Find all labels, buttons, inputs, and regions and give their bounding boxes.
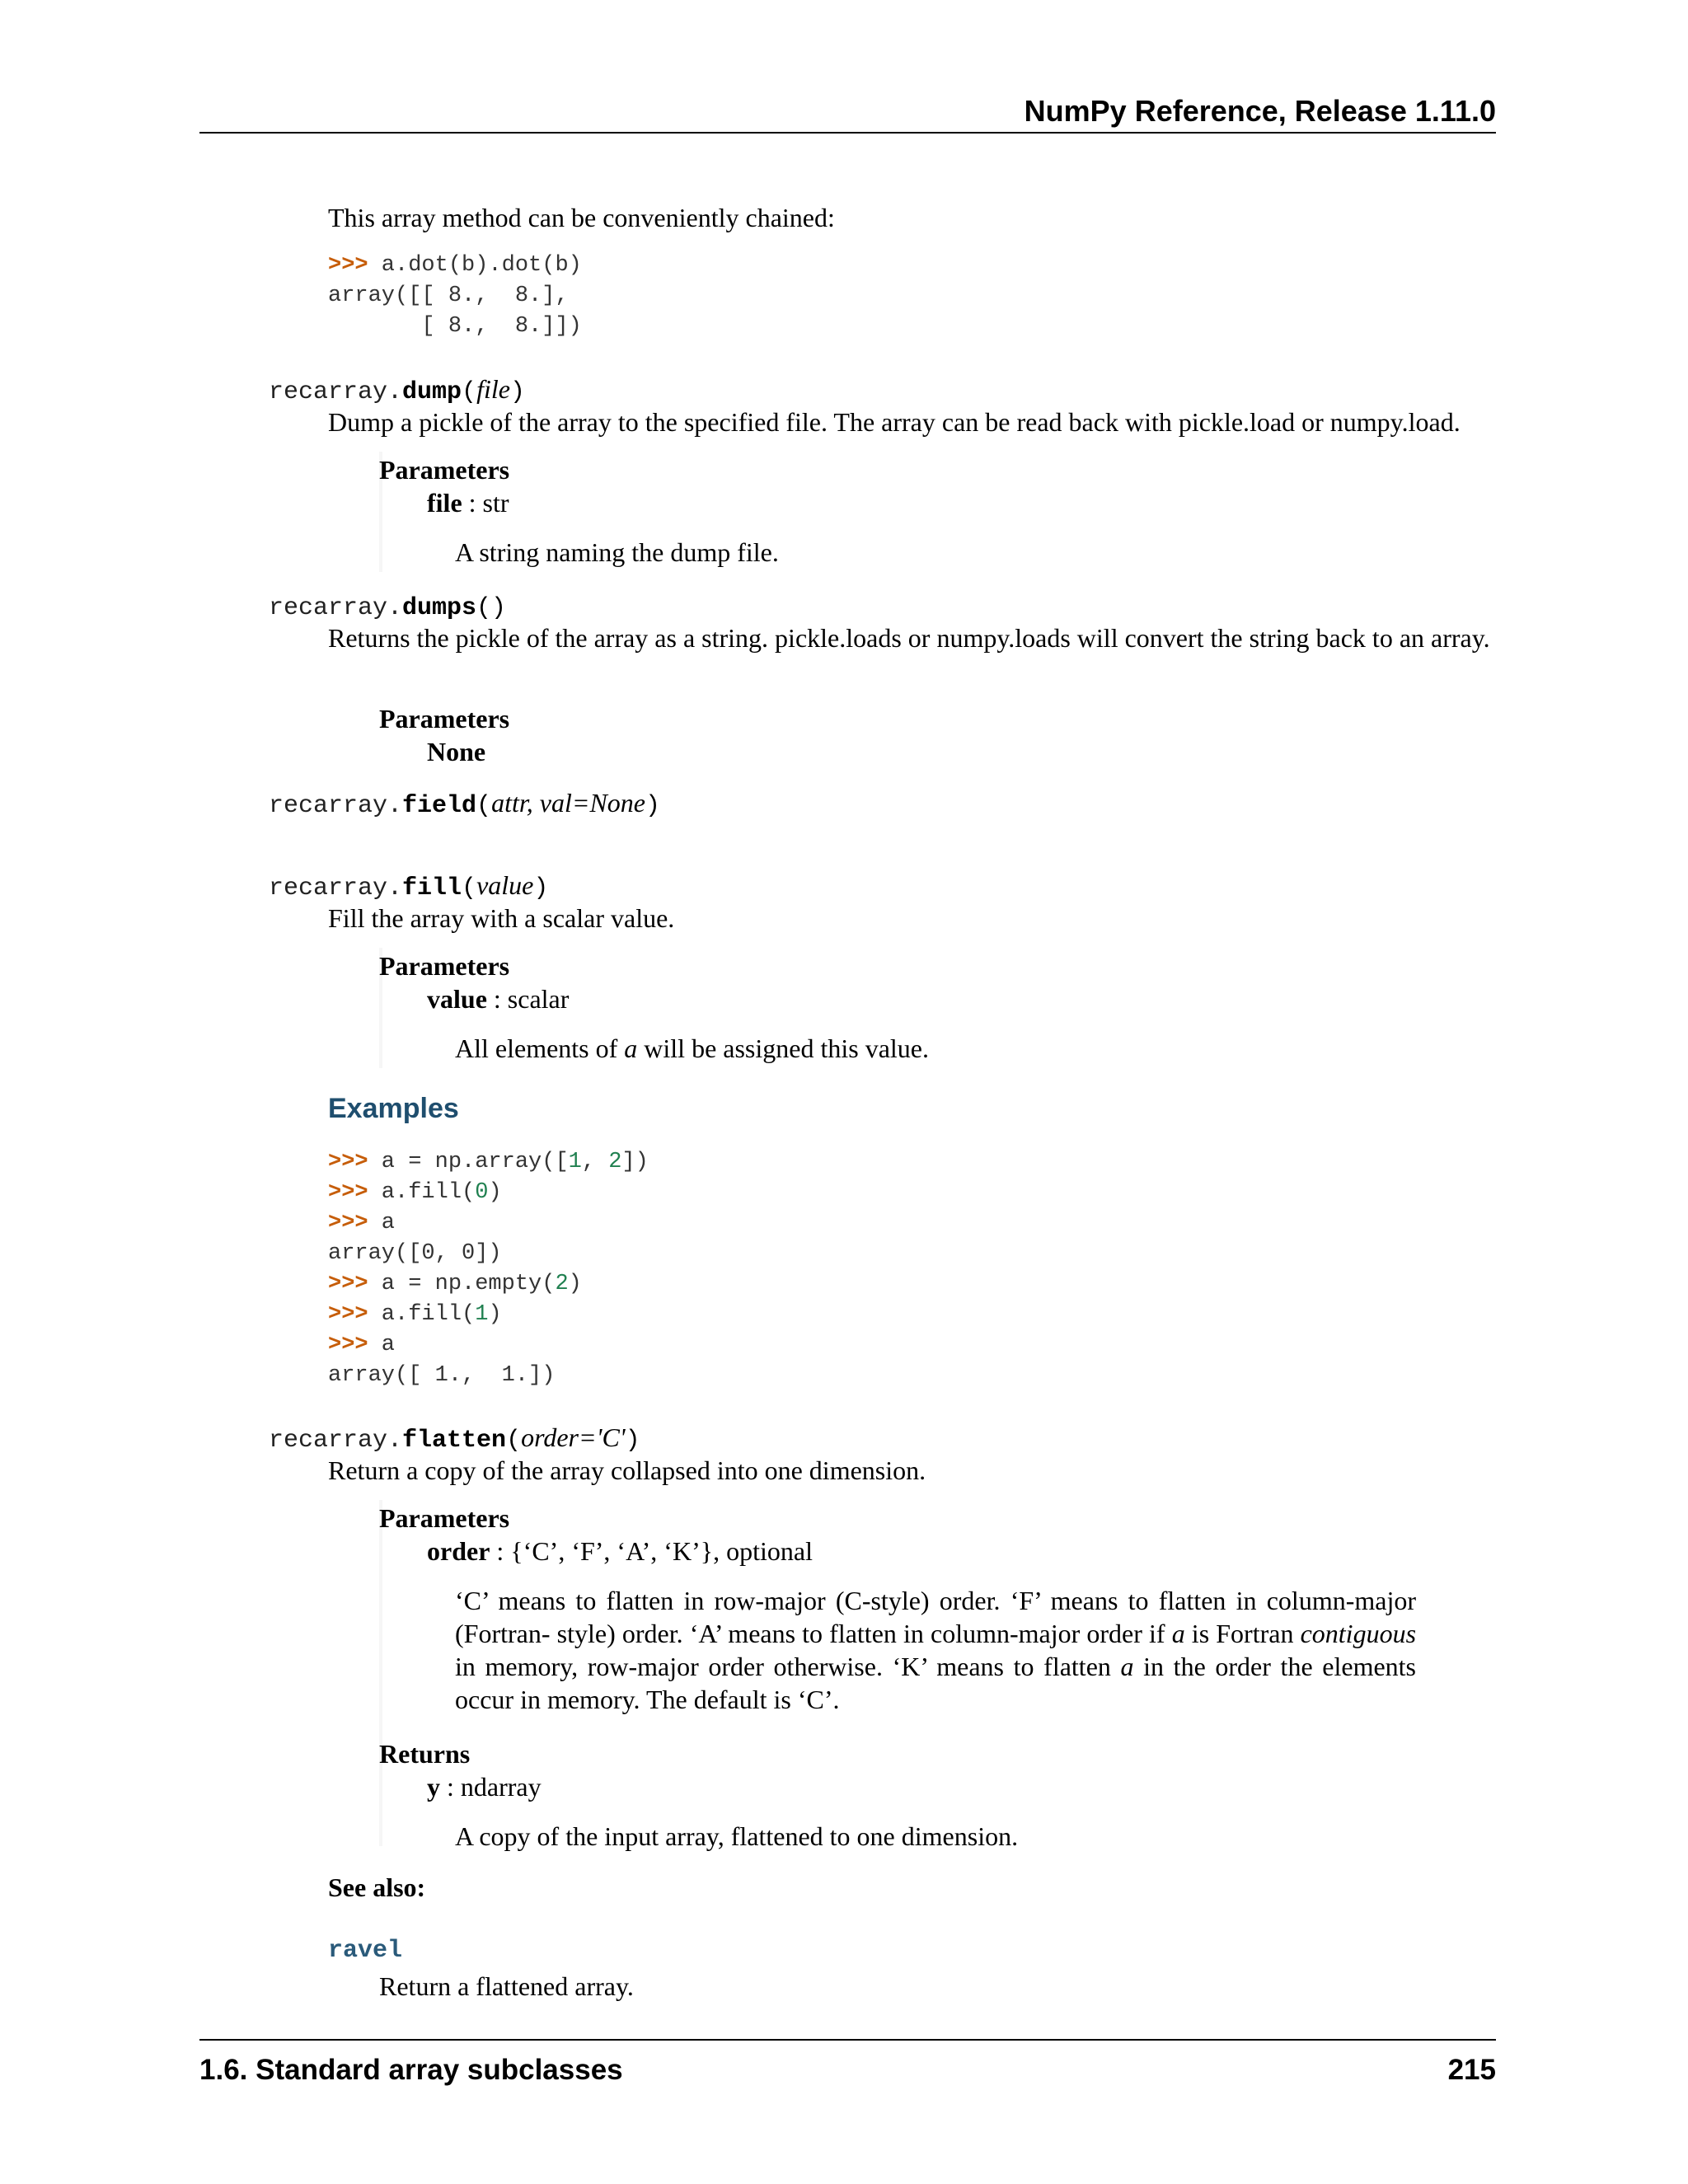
dump-param-desc: A string naming the dump file. [455,537,779,567]
dot-intro: This array method can be conveniently chained: [328,203,835,232]
dumps-signature: recarray.dumps() [269,594,507,622]
flatten-field-bar [379,1500,382,1846]
flatten-param: order : {‘C’, ‘F’, ‘A’, ‘K’}, optional [427,1536,813,1566]
examples-heading: Examples [328,1093,459,1124]
dump-param: file : str [427,488,509,518]
dump-description: Dump a pickle of the array to the specified file. The array can be read back with pickle.load or numpy.load. [328,407,1461,437]
dumps-param-heading: Parameters [379,704,510,733]
flatten-description: Return a copy of the array collapsed into one dimension. [328,1455,926,1485]
header-title: NumPy Reference, Release 1.11.0 [1024,94,1496,128]
footer-page-number: 215 [1447,2054,1496,2086]
page-footer [199,2039,1496,2086]
flatten-return-desc: A copy of the input array, flattened to one dimension. [455,1821,1019,1851]
flatten-param-desc: ‘C’ means to flatten in row-major (C-style) order. ‘F’ means to flatten in column-major (Fortran- style) order. ‘A’ means to flatten in column-major order if a is Fortran contiguous in memory, row-major order otherwise. ‘K’ means to flatten a in the order the elements occur in memory. The default is ‘C’. [455,1586,1417,1714]
dumps-param-none: None [427,737,486,766]
page-header [199,92,1496,134]
field-signature: recarray.field(attr, val=None) [269,788,660,820]
fill-description: Fill the array with a scalar value. [328,903,675,933]
fill-signature: recarray.fill(value) [269,870,549,902]
flatten-signature: recarray.flatten(order='C') [269,1422,640,1455]
fill-param-heading: Parameters [379,951,510,981]
dot-code-block: >>> a.dot(b).dot(b) array([[ 8., 8.], [ 8., 8.]]) [328,253,582,339]
ravel-description: Return a flattened array. [379,1971,634,2001]
flatten-return: y : ndarray [427,1772,542,1802]
flatten-param-heading: Parameters [379,1503,510,1533]
dump-param-heading: Parameters [379,455,510,485]
ravel-link[interactable]: ravel [328,1937,403,1965]
fill-param-desc: All elements of a will be assigned this value. [455,1033,929,1063]
flatten-returns-heading: Returns [379,1739,471,1769]
see-also-heading: See also: [328,1872,426,1902]
fill-code-block: >>> a = np.array([1, 2]) >>> a.fill(0) >>> a array([0, 0]) >>> a = np.empty(2) >>> a.fill(1) >>> a array([ 1., 1.]) [328,1150,649,1388]
dump-signature: recarray.dump(file) [269,374,525,406]
fill-param: value : scalar [427,984,570,1014]
footer-section: 1.6. Standard array subclasses [199,2054,623,2086]
dumps-description: Returns the pickle of the array as a string. pickle.loads or numpy.loads will convert the string back to an array. [328,623,1490,653]
